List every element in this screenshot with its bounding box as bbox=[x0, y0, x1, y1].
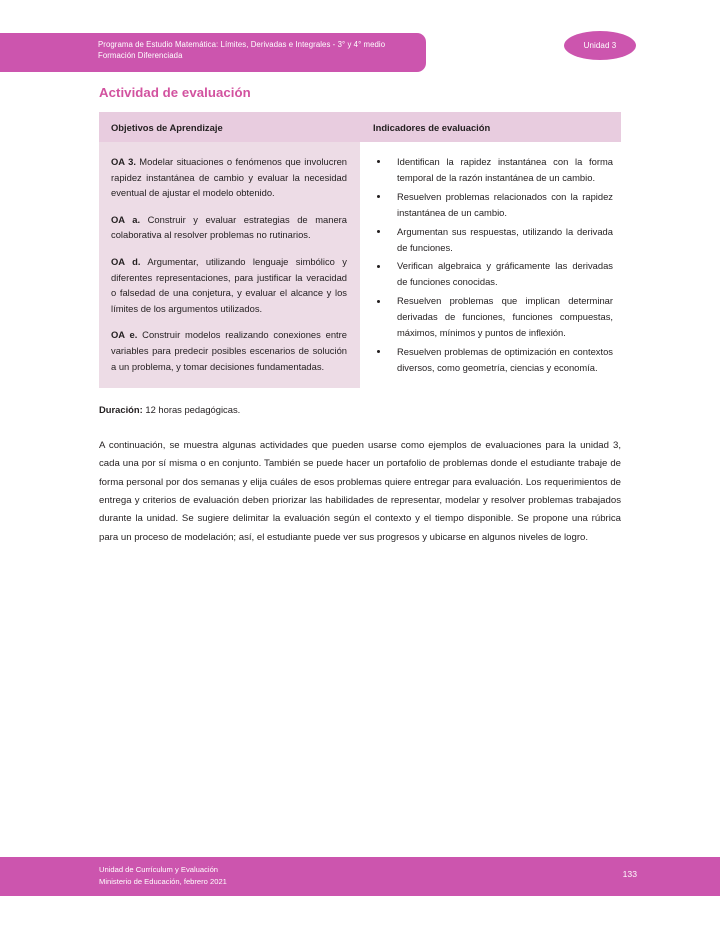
indicador-text: Identifican la rapidez instantánea con la forma temporal de la razón instantánea de un cambio. bbox=[397, 156, 613, 183]
list-item bbox=[369, 154, 613, 186]
bullet-icon bbox=[377, 160, 380, 163]
header-title-line2: Formación Diferenciada bbox=[98, 51, 183, 61]
bullet-icon bbox=[377, 230, 380, 233]
main-content bbox=[99, 112, 621, 557]
objetivo-text: Construir modelos realizando conexiones entre variables para predecir posibles escenarios de solución a un problema, y tomar decisiones fundamentadas. bbox=[111, 329, 347, 372]
page-title: Actividad de evaluación bbox=[99, 85, 251, 100]
page-footer-bar bbox=[0, 857, 720, 896]
list-item bbox=[369, 293, 613, 341]
duracion-line bbox=[99, 402, 621, 417]
unit-badge-label: Unidad 3 bbox=[583, 41, 617, 50]
objetivo-text: Modelar situaciones o fenómenos que involucren rapidez instantánea de cambio y evaluar la necesidad eventual de ajustar el modelo obtenido. bbox=[111, 156, 347, 199]
duracion-value: 12 horas pedagógicas. bbox=[142, 403, 241, 415]
objetivo-code: OA 3. bbox=[111, 156, 136, 167]
indicador-text: Resuelven problemas de optimización en contextos diversos, como geometría, ciencias y economía. bbox=[397, 345, 613, 373]
objetivo-text: Construir y evaluar estrategias de manera colaborativa al resolver problemas no rutinarios. bbox=[111, 213, 347, 241]
list-item bbox=[369, 344, 613, 376]
objetivo-code: OA e. bbox=[111, 329, 138, 341]
header-title-line1: Programa de Estudio Matemática: Límites, Derivadas e Integrales - 3° y 4° medio bbox=[98, 40, 386, 49]
list-item bbox=[369, 189, 613, 221]
bullet-icon bbox=[377, 195, 380, 198]
objetivos-cell bbox=[99, 142, 360, 388]
footer-line2: Ministerio de Educación, febrero 2021 bbox=[99, 876, 227, 886]
table-header-row bbox=[99, 112, 621, 142]
list-item bbox=[369, 258, 613, 290]
indicador-text: Argumentan sus respuestas, utilizando la derivada de funciones. bbox=[397, 225, 613, 253]
column-header-objetivos: Objetivos de Aprendizaje bbox=[99, 112, 360, 142]
objetivo-text: Argumentar, utilizando lenguaje simbólico y diferentes representaciones, para justificar la veracidad o falsedad de una conjetura, y evaluar el alcance y los límites de los argumentos utilizados. bbox=[111, 255, 347, 314]
column-header-indicadores: Indicadores de evaluación bbox=[360, 112, 621, 142]
unit-badge bbox=[564, 31, 636, 60]
footer-text-block bbox=[99, 864, 227, 887]
bullet-icon bbox=[377, 350, 380, 353]
list-item bbox=[369, 224, 613, 256]
objetivo-item bbox=[111, 212, 347, 243]
indicador-text: Verifican algebraica y gráficamente las derivadas de funciones conocidas. bbox=[397, 260, 613, 288]
objetivo-item bbox=[111, 154, 347, 201]
indicador-text: Resuelven problemas relacionados con la rapidez instantánea de un cambio. bbox=[397, 190, 613, 218]
page-number: 133 bbox=[622, 869, 637, 879]
table-body-row bbox=[99, 142, 621, 388]
bullet-icon bbox=[377, 265, 380, 268]
objetivo-item bbox=[111, 254, 347, 316]
bullet-icon bbox=[377, 300, 380, 303]
body-paragraph: A continuación, se muestra algunas actividades que pueden usarse como ejemplos de evaluaciones para la unidad 3, cada una por sí misma o en conjunto. También se puede hacer un portafolio de problemas donde el estudiante trabaje de forma personal por dos semanas y elija cuáles de esos problemas quiere entregar para evaluación. Los requerimientos de entrega y criterios de evaluación deben priorizar las habilidades de representar, modelar y resolver problemas trabajados durante la unidad. Se sugiere delimitar la evaluación según el contexto y el tiempo disponible. Se propone una rúbrica para un proceso de modelación; así, el estudiante puede ver sus progresos y ubicarse en algunos niveles de logro. bbox=[99, 439, 621, 543]
page-header-bar bbox=[0, 33, 426, 72]
duracion-label: Duración: bbox=[99, 403, 143, 415]
objetivo-code: OA d. bbox=[111, 255, 141, 267]
indicador-text: Resuelven problemas que implican determinar derivadas de funciones, funciones compuestas, máximos, mínimos y puntos de inflexión. bbox=[397, 295, 613, 339]
indicadores-list bbox=[369, 154, 613, 376]
objectives-indicators-table bbox=[99, 112, 621, 388]
indicadores-cell bbox=[360, 142, 621, 388]
footer-line1: Unidad de Currículum y Evaluación bbox=[99, 865, 219, 874]
objetivo-code: OA a. bbox=[111, 213, 141, 225]
objetivo-item bbox=[111, 327, 347, 374]
